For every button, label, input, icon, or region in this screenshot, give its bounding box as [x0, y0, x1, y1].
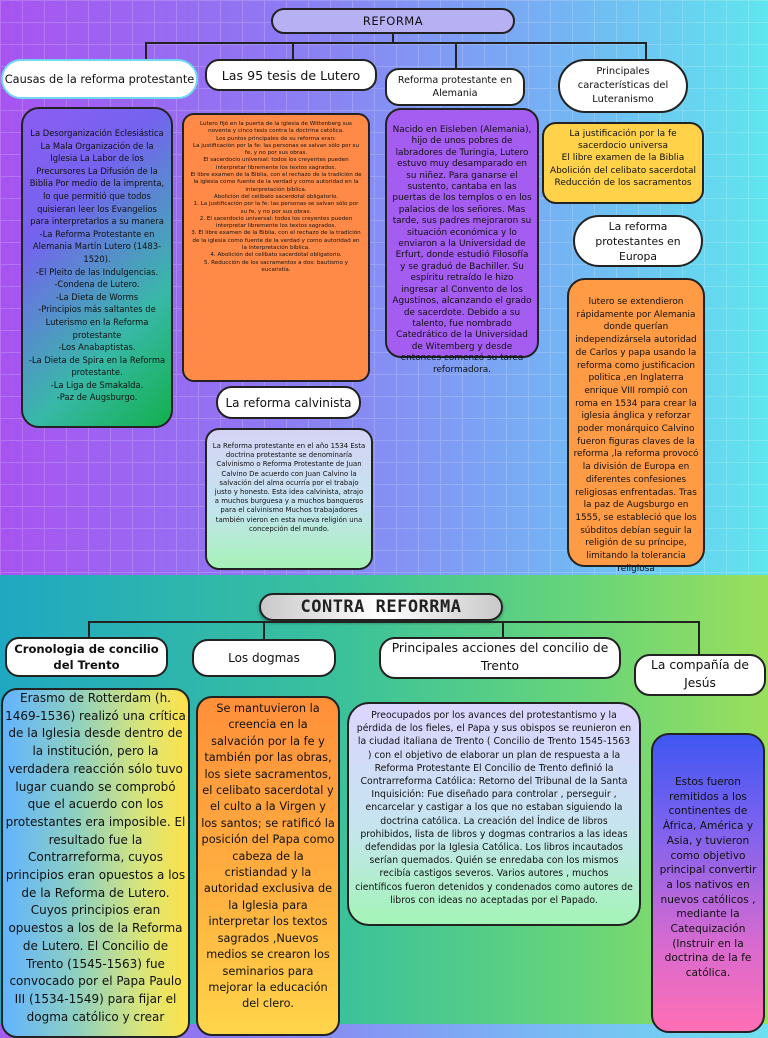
connector	[502, 621, 504, 637]
cronologia-text: Erasmo de Rotterdam (h. 1469-1536) realizó una crítica de la Iglesia desde dentro de la institución, pero la verdadera reacción sólo tuvo lugar cuando se comprobó que el acuerdo con los protestantes era imposible. El resultado fue la Contrarreforma, cuyos principios eran opuestos a los de la Reforma de Lutero. Cuyos principios eran opuestos a los de la Reforma de Lutero. El Concilio de Trento (1545-1563) fue convocado por el Papa Paulo III (1534-1549) para fijar el dogma católico y crear	[5, 691, 186, 1024]
tesis-label: Las 95 tesis de Lutero	[205, 59, 377, 91]
jesus-label: La compañía de Jesús	[634, 654, 766, 696]
calvinista-text: La Reforma protestante en el año 1534 Esta doctrina protestante se denominaría Calvinismo o Reforma Protestante de Juan Calvino De acuerdo con Juan Calvino la salvación del alma ocurría por el trabajo justo y honesto. Esta idea calvinista, atrajo a muchos burguesa y a muchos banqueros para el calvinismo Muchos trabajadores también vieron en esta nueva religión una concepción del mundo.	[212, 442, 366, 533]
europa-text: lutero se extendieron rápidamente por Alemania donde querían independizársela autoridad de Carlos y papa usando la reforma como justificacion politica ,en Inglaterra enrique VIII rompió con roma en 1534 para crear la iglesia ánglica y reforzar poder monárquico Calvino fueron figuras claves de la reforma ,la reforma provocó la división de Europa en diferentes confesiones religiosas enfrentadas. Tras la paz de Augsburgo en 1555, se estableció que los súbditos debían seguir la religión de su príncipe, limitando la tolerancia religiosa	[573, 297, 699, 574]
connector	[263, 621, 265, 639]
connector	[698, 621, 700, 654]
alemania-label: Reforma protestante en Alemania	[385, 68, 525, 106]
luteranismo-text: La justificación por la fe sacerdocio universa El libre examen de la Biblia Abolición del celibato sacerdotal Reducción de los sacramentos	[549, 129, 697, 188]
causas-text: La Desorganización Eclesiástica La Mala Organización de la Iglesia La Labor de los Precursores La Difusión de la Biblia Por medio de la imprenta, lo que permitió que todos quisieran leer los Evangelios para interpretarlos a su manera -La Reforma Protestante en Alemania Martín Lutero (1483-1520). -El Pleito de las Indulgencias. -Condena de Lutero. -La Dieta de Worms -Principios más saltantes de Luterismo en la Reforma protestante -Los Anabaptistas. -La Dieta de Spira en la Reforma protestante. -La Liga de Smakalda. -Paz de Augsburgo.	[28, 128, 166, 403]
jesus-box	[651, 733, 765, 1033]
connector	[88, 621, 90, 637]
reforma-title	[271, 8, 515, 34]
connector	[145, 42, 646, 44]
reforma-title-text: REFORMA	[362, 14, 424, 28]
calvinista-label: La reforma calvinista	[216, 386, 361, 419]
alemania-text: Nacido en Eisleben (Alemania), hijo de unos pobres de labradores de Turingia, Lutero estuvo muy desamparado en su niñez. Para ganarse el sustento, cantaba en las puertas de los templos o en los palacios de los señores. Mas tarde, sus padres mejoraron su situación económica y lo enviaron a la Universidad de Erfurt, donde estudió Filosofía y se graduó de Bachiller. Su espíritu retraído le hizo ingresar al Convento de los Agustinos, alcanzando el grado de sacerdote. Debido a su talento, fue nombrado Catedrático de la Universidad de Witemberg y desde entonces comenzó su tarea reformadora.	[392, 125, 532, 375]
contrarreforma-title: CONTRA REFORRMA	[259, 593, 503, 621]
alemania-box	[385, 108, 539, 375]
connector	[88, 621, 700, 623]
acciones-label: Principales acciones del concilio de Trento	[379, 637, 621, 679]
dogmas-label: Los dogmas	[192, 639, 336, 677]
tesis-text: Lutero fijó en la puerta de la iglesia de Wittenberg sus noventa y cinco tesis contra la doctrina católica. Los puntos principales de su reforma eran: La justificación por la fe: las personas se salvan sólo por su fe, y no por sus obras. El sacerdocio universal: todos los creyentes pueden interpretar libremente los textos sagrados. El libre examen de la Biblia, con el rechazo de la tradición de la iglesia como fuente de la verdad y como autoridad en la interpretación bíblica. Abolición del celibato sacerdotal obligatorio. 1. La justificación por la fe: las personas se salvan sólo por su fe, y no por sus obras. 2. El sacerdocio universal: todos los creyentes pueden interpretar libremente los textos sagrados. 3. El libre examen de la Biblia, con el rechazo de la tradición de la iglesia como fuente de la verdad y como autoridad en la interpretación bíblica. 4. Abolición del celibato sacerdotal obligatorio. 5. Reducción de los sacramentos a dos: bautismo y eucaristía.	[190, 121, 362, 273]
cronologia-box	[1, 688, 190, 1038]
luteranismo-label: Principales características del Luteranismo	[558, 59, 688, 113]
europa-box	[567, 278, 705, 574]
calvinista-box	[205, 428, 373, 570]
tesis-box	[182, 113, 370, 382]
connector	[145, 42, 147, 59]
acciones-text: Preocupados por los avances del protestantismo y la pérdida de los fieles, el Papa y sus obispos se reunieron en la ciudad italiana de Trento ( Concilio de Trento 1545-1563 ) con el objetivo de elaborar un plan de respuesta a la Reforma Protestante El Concilio de Trento definió la Contrarreforma Católica: Retorno del Tribunal de la Santa Inquisición: Fue diseñado para controlar , perseguir , encarcelar y castigar a los que no estaban siguiendo la doctrina católica. La creación del Índice de libros prohibidos, lista de libros y dogmas contrarios a las ideas defendidas por la Iglesia Católica. Los libros incautados serían quemados. Quién se enredaba con los mismos recibía castigos severos. Varios autores , muchos científicos fueron detenidos y condenados como autores de libros con ideas no aceptadas por el Papado.	[355, 710, 633, 906]
acciones-box	[347, 702, 641, 926]
jesus-text: Estos fueron remitidos a los continentes de África, América y Asia, y tuvieron como objetivo principal convertir a los nativos en nuevos católicos , mediante la Catequización (Instruir en la doctrina de la fe católica.	[659, 776, 757, 980]
connector	[455, 42, 457, 69]
connector	[292, 42, 294, 59]
connector	[645, 42, 647, 59]
causas-label: Causas de la reforma protestante	[1, 59, 198, 99]
causas-box	[21, 107, 173, 428]
dogmas-text: Se mantuvieron la creencia en la salvación por la fe y también por las obras, los siete sacramentos, el celibato sacerdotal y el culto a la Virgen y los santos; se ratificó la posición del Papa como cabeza de la cristiandad y la autoridad exclusiva de la Iglesia para interpretar los textos sagrados ,Nuevos medios se crearon los seminarios para mejorar la educación del clero.	[201, 702, 335, 1011]
luteranismo-box	[542, 122, 704, 204]
cronologia-label: Cronologia de concilio del Trento	[5, 637, 168, 677]
dogmas-box	[196, 696, 340, 1036]
europa-label: La reforma protestantes en Europa	[573, 215, 703, 267]
